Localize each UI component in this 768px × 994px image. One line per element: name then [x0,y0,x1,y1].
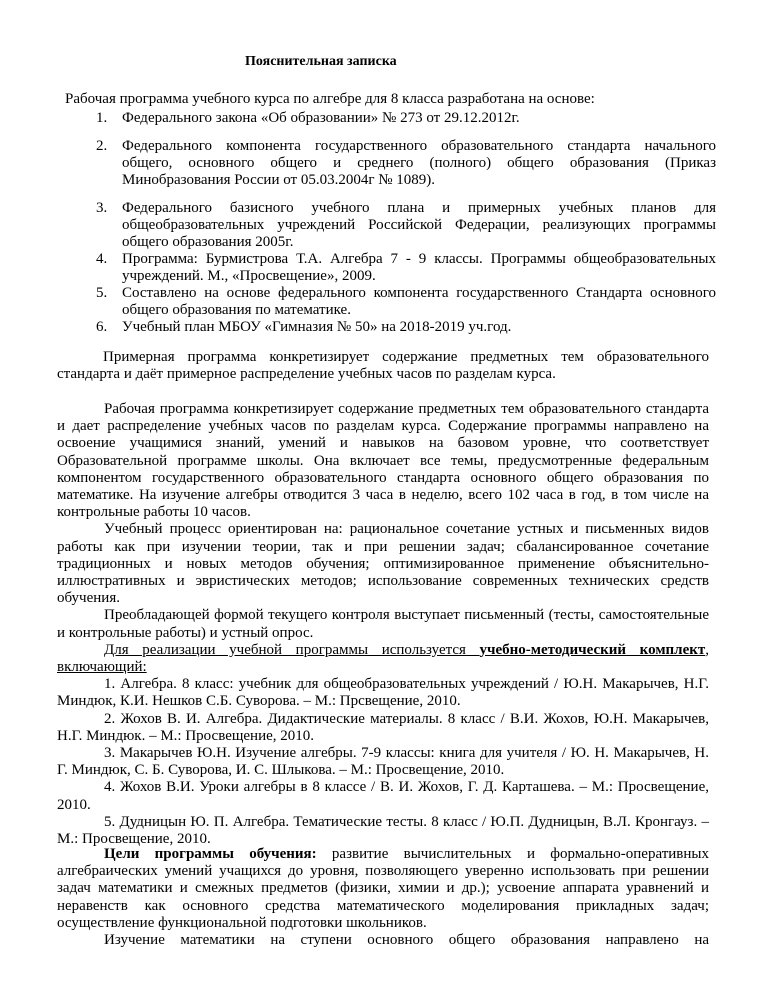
kit-item: 1. Алгебра. 8 класс: учебник для общеобразовательных учреждений / Ю.Н. Макарычев, Н.Г. Миндюк, К.И. Нешков С.Б. Суворова. – М.: Прсвещение, 2010. [57,676,709,710]
list-item-number: 2. [96,138,108,154]
list-item-text: Федерального закона «Об образовании» № 273 от 29.12.2012г. [122,110,520,126]
goals-text: развитие вычислительных и формально-оперативных алгебраических умений учащихся до уровня, позволяющего уверенно использовать при решении задач математики и смежных предметов (физики, химии и др.); усвоение аппарата уравнений и неравенств как основного средства математического моделирования прикладных задач; осуществление функциональной подготовки школьников. [57,846,709,931]
paragraph-kit [57,642,709,676]
kit-item: 5. Дудницын Ю. П. Алгебра. Тематические тесты. 8 класс / Ю.П. Дудницын, В.Л. Кронгауз. – М.: Просвещение, 2010. [57,813,709,848]
kit-bold: учебно-методический комплект [479,641,706,658]
kit-tail: , включающий: [57,641,710,676]
paragraph-work-program: Рабочая программа конкретизирует содержание предметных тем образовательного стандарта и дает распределение учебных часов по разделам курса. Содержание программы направлено на освоение учащимися знаний, умений и навыков на базовом уровне, что соответствует Образовательной программе школы. Она включает все темы, предусмотренные федеральным компонентом государственного образовательного стандарта основного общего образования по математике. На изучение алгебры отводится 3 часа в неделю, всего 102 часа в год, в том числе на контрольные работы 10 часов. [57,401,709,521]
list-item-number: 4. [96,251,108,267]
list-item-number: 6. [96,319,108,335]
list-item [96,319,716,336]
list-item [96,285,716,319]
paragraph-control: Преобладающей формой текущего контроля выступает письменный (тесты, самостоятельные и контрольные работы) и устный опрос. [57,607,709,641]
list-item [96,138,716,189]
list-item [96,110,716,127]
list-item [96,251,716,285]
list-item-number: 3. [96,200,108,216]
paragraph-last-line: Изучение математики на ступени основного общего образования направлено на [104,932,709,949]
kit-item: 4. Жохов В.И. Уроки алгебры в 8 классе / В. И. Жохов, Г. Д. Карташева. – М.: Просвещение, 2010. [57,779,709,813]
main-text-block [57,401,709,848]
basis-list [96,110,716,336]
intro-line: Рабочая программа учебного курса по алгебре для 8 класса разработана на основе: [65,91,595,107]
list-item-text: Учебный план МБОУ «Гимназия № 50» на 2018-2019 уч.год. [122,319,512,335]
kit-item: 3. Макарычев Ю.Н. Изучение алгебры. 7-9 классы: книга для учителя / Ю. Н. Макарычев, Н. Г. Миндюк, С. Б. Суворова, И. С. Шлыкова. – М.: Просвещение, 2010. [57,745,709,779]
list-item-number: 5. [96,285,108,301]
goals-heading: Цели программы обучения: [104,846,317,862]
list-item [96,200,716,251]
list-item-number: 1. [96,110,108,126]
goals-block [57,846,709,949]
list-item-text: Программа: Бурмистрова Т.А. Алгебра 7 - 9 классы. Программы общеобразовательных учреждений. М., «Просвещение», 2009. [122,251,716,284]
list-item-text: Составлено на основе федерального компонента государственного Стандарта основного общего образования по математике. [122,285,716,318]
paragraph-text: Примерная программа конкретизирует содержание предметных тем образовательного стандарта и даёт примерное распределение учебных часов по разделам курса. [57,349,709,383]
paragraph-example-program [57,349,709,383]
paragraph-learning-process: Учебный процесс ориентирован на: рациональное сочетание устных и письменных видов работы как при изучении теории, так и при решении задач; сбалансированное сочетание традиционных и новых методов обучения; оптимизированное применение объяснительно-иллюстративных и эвристических методов; использование современных технических средств обучения. [57,521,709,607]
list-item-text: Федерального базисного учебного плана и примерных учебных планов для общеобразовательных учреждений Российской Федерации, реализующих программы общего образования 2005г. [122,200,716,250]
kit-item: 2. Жохов В. И. Алгебра. Дидактические материалы. 8 класс / В.И. Жохов, Ю.Н. Макарычев, Н.Г. Миндюк. – М.: Просвещение, 2010. [57,710,709,744]
document-title: Пояснительная записка [245,54,397,69]
kit-lead: Для реализации учебной программы используется [104,641,480,658]
paragraph-goals [57,846,709,932]
list-item-text: Федерального компонента государственного образовательного стандарта начального общего, основного общего и среднего (полного) общего образования (Приказ Минобразования России от 05.03.2004г № 1089). [122,138,716,188]
